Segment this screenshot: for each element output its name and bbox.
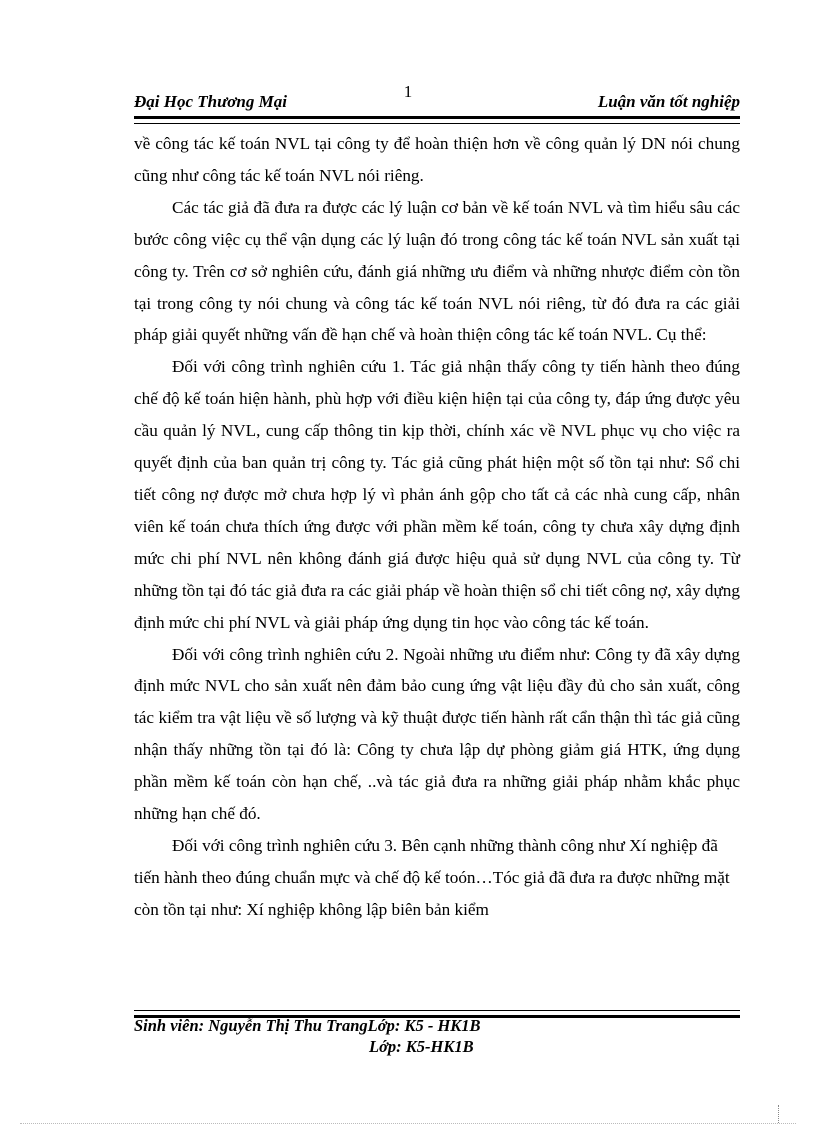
- header-university: Đại Học Thương Mại: [134, 92, 287, 111]
- corner-tick: [778, 1105, 780, 1123]
- page-number: 1: [403, 82, 413, 101]
- header-document-type: Luận văn tốt nghiệp: [597, 92, 740, 111]
- paragraph-4: Đối với công trình nghiên cứu 2. Ngoài những ưu điểm như: Công ty đã xây dựng định mức NVL cho sản xuất nên đảm bảo cung ứng vật liệu đầy đủ cho sản xuất, công tác kiểm tra vật liệu về số lượng và kỹ thuật được tiến hành rất cẩn thận thì tác giả cũng nhận thấy những tồn tại đó là: Công ty chưa lập dự phòng giảm giá HTK, ứng dụng phần mềm kế toán còn hạn chế, ..và tác giả đưa ra những giải pháp nhằm khắc phục những hạn chế đó.: [134, 644, 740, 824]
- paragraph-1: về công tác kế toán NVL tại công ty để hoàn thiện hơn về công quản lý DN nói chung cũng như công tác kế toán NVL nói riêng.: [134, 134, 740, 185]
- footer-class-line: Lớp: K5-HK1B: [369, 1037, 474, 1056]
- header-rule: [134, 116, 740, 124]
- footer-student-line: Sinh viên: Nguyễn Thị Thu TrangLớp: K5 - HK1B: [134, 1016, 481, 1035]
- paragraph-5: Đối với công trình nghiên cứu 3. Bên cạnh những thành công như Xí nghiệp đã tiến hành theo đúng chuẩn mực và chế độ kế toón…Tóc giả đã đưa ra được những mặt còn tồn tại như: Xí nghiệp không lập biên bản kiểm: [134, 835, 730, 919]
- paragraph-3: Đối với công trình nghiên cứu 1. Tác giả nhận thấy công ty tiến hành theo đúng chế độ kế toán hiện hành, phù hợp với điều kiện hiện tại của công ty, đáp ứng được yêu cầu quản lý NVL, cung cấp thông tin kịp thời, chính xác về NVL phục vụ cho việc ra quyết định của ban quản trị công ty. Tác giả cũng phát hiện một số tồn tại như: Sổ chi tiết công nợ được mở chưa hợp lý vì phản ánh gộp cho tất cả các nhà cung cấp, nhân viên kế toán chưa thích ứng được với phần mềm kế toán, công ty chưa xây dựng định mức chi phí NVL nên không đánh giá được hiệu quả sử dụng NVL của công ty. Từ những tồn tại đó tác giả đưa ra các giải pháp về hoàn thiện sổ chi tiết công nợ, xây dựng định mức chi phí NVL và giải pháp ứng dụng tin học vào công tác kế toán.: [134, 357, 740, 632]
- body-text: [134, 128, 740, 926]
- paragraph-2: Các tác giả đã đưa ra được các lý luận cơ bản về kế toán NVL và tìm hiểu sâu các bước công việc cụ thể vận dụng các lý luận đó trong công tác kế toán NVL sản xuất tại công ty. Trên cơ sở nghiên cứu, đánh giá những ưu điểm và những nhược điểm còn tồn tại trong công ty nói chung và công tác kế toán NVL nói riêng, từ đó đưa ra các giải pháp giải quyết những vấn đề hạn chế và hoàn thiện công tác kế toán NVL. Cụ thể:: [134, 197, 740, 345]
